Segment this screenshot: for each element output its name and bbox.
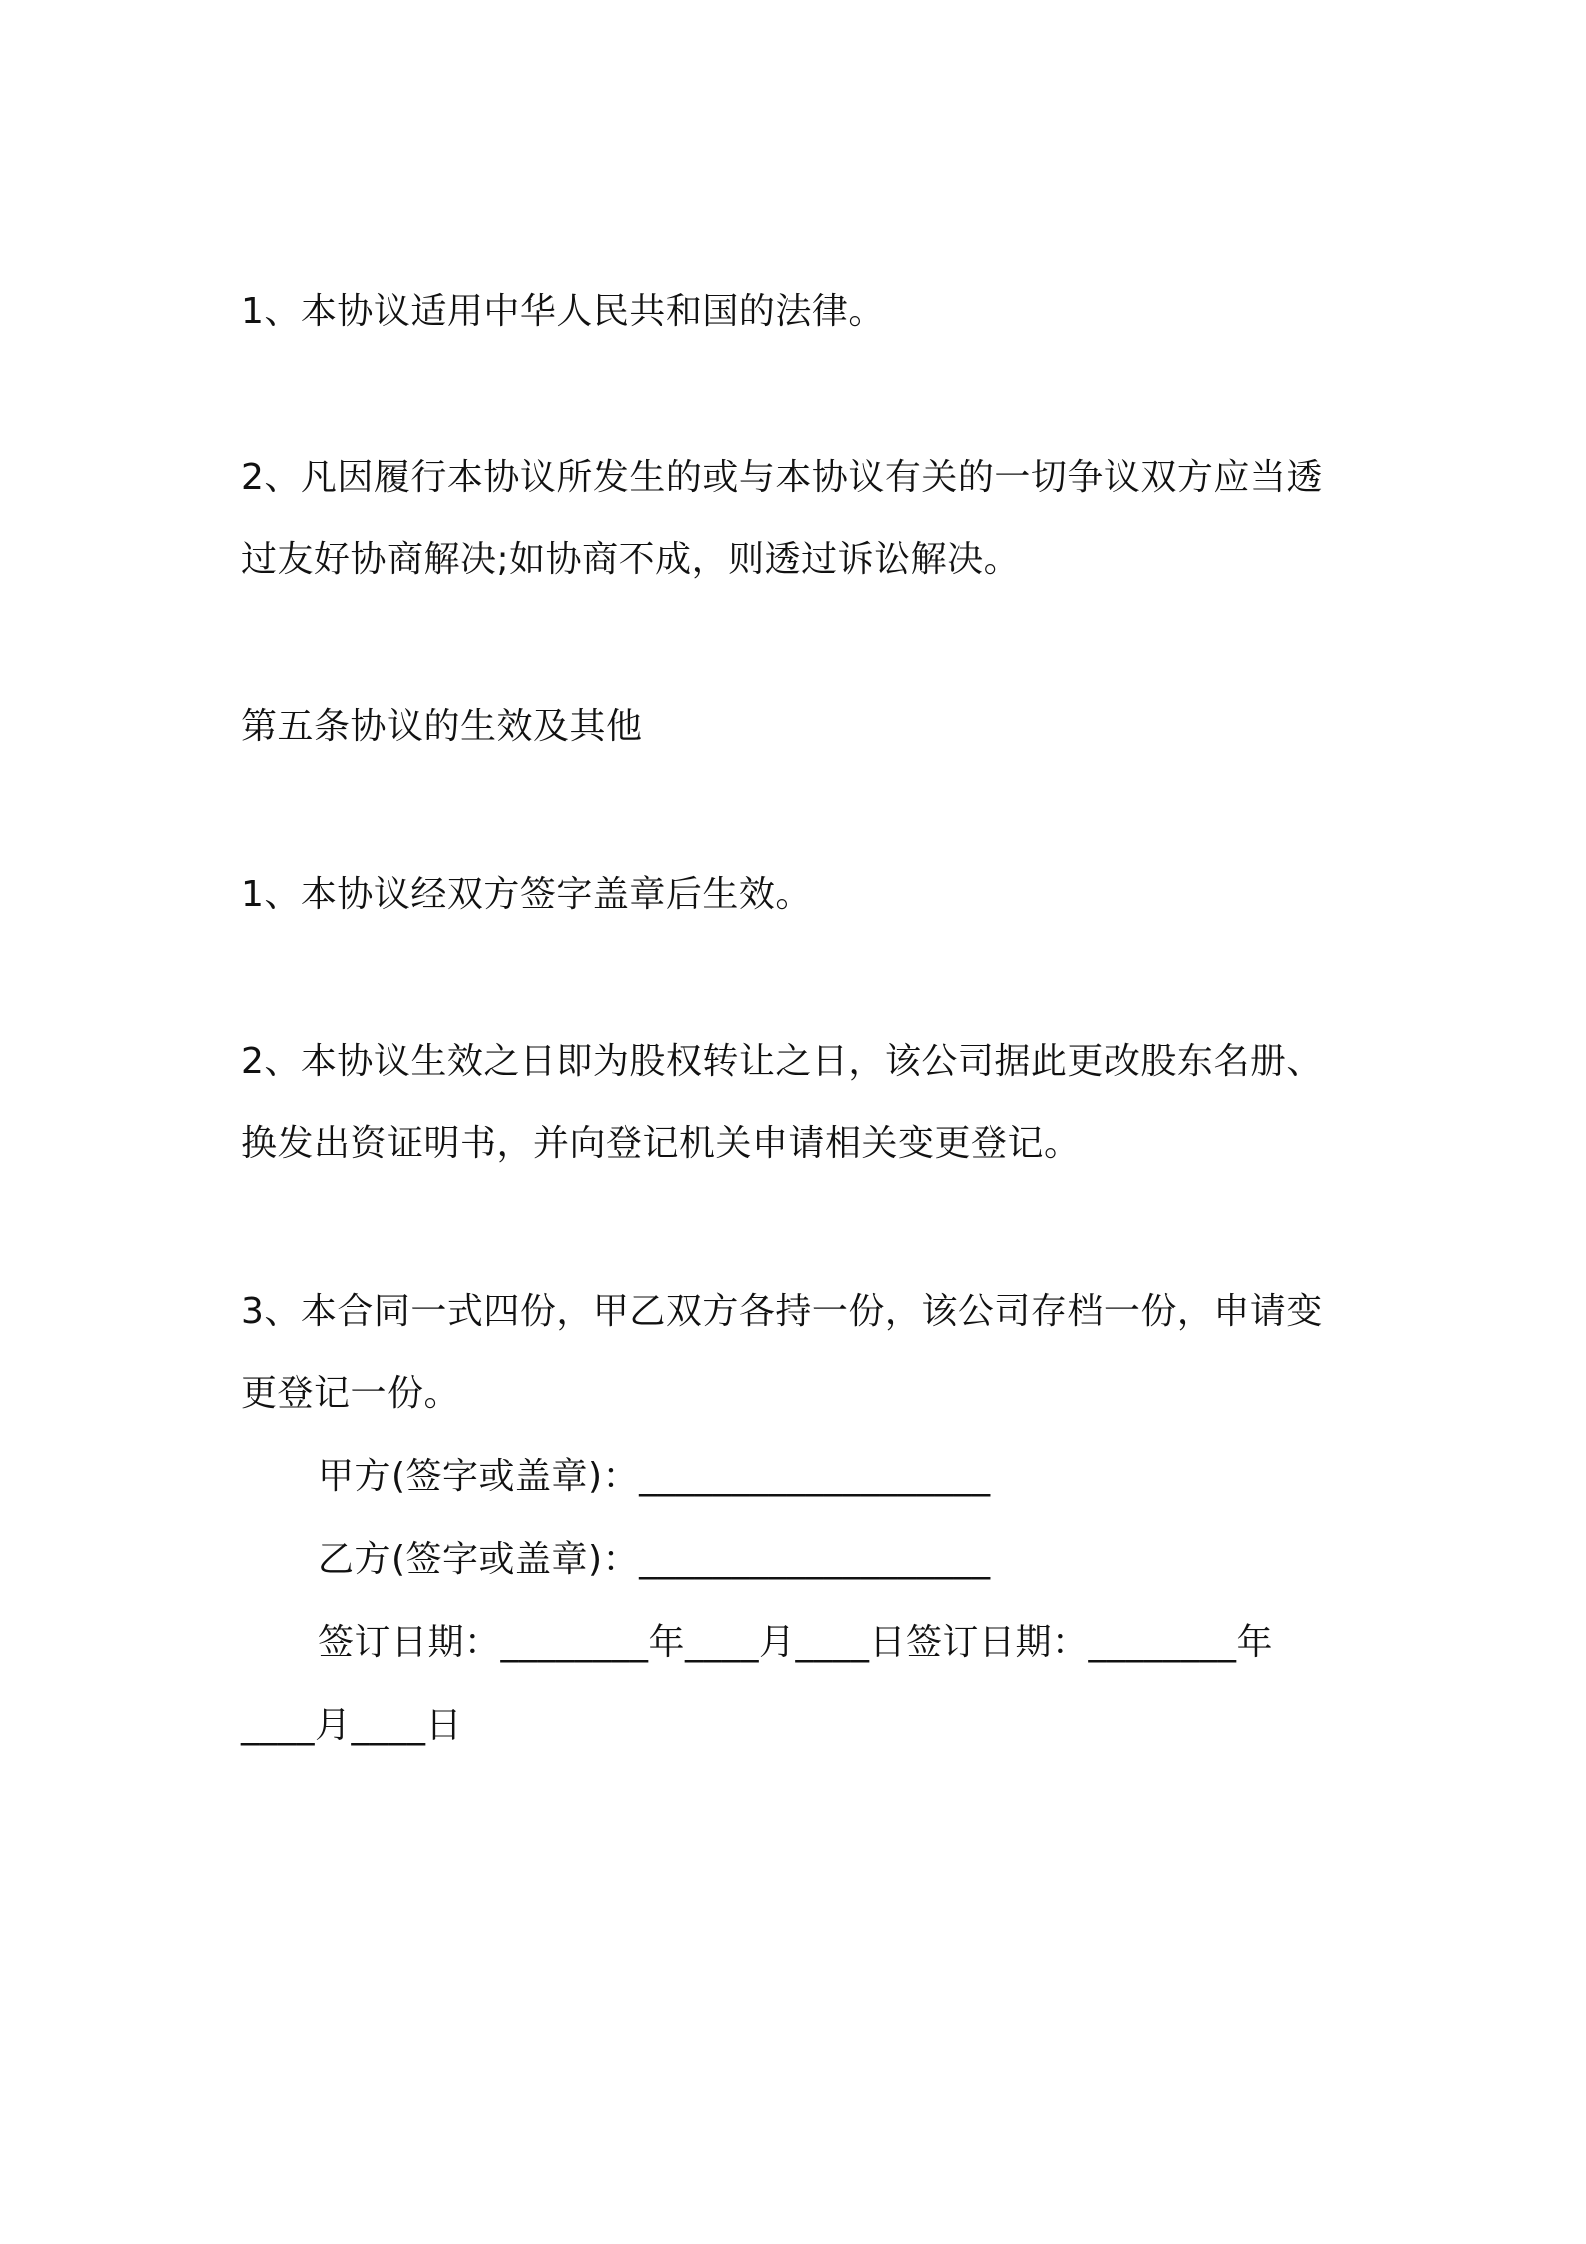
clause-effective: 1、本协议经双方签字盖章后生效。 [241, 874, 812, 915]
clause-2-dispute-line-2: 过友好协商解决;如协商不成，则透过诉讼解决。 [241, 539, 1021, 580]
clause-copies-line-1: 3、本合同一式四份，甲乙双方各持一份，该公司存档一份，申请变 [241, 1291, 1323, 1332]
clause-1-law: 1、本协议适用中华人民共和国的法律。 [241, 291, 885, 332]
clause-transfer-date-line-1: 2、本协议生效之日即为股权转让之日，该公司据此更改股东名册、 [241, 1041, 1323, 1082]
party-a-signature-line: 甲方(签字或盖章)：___________________ [318, 1456, 991, 1497]
section-heading-article-5: 第五条协议的生效及其他 [241, 706, 643, 747]
party-b-signature-line: 乙方(签字或盖章)：___________________ [318, 1539, 991, 1580]
signing-date-line-1: 签订日期：________年____月____日签订日期：________年 [318, 1622, 1274, 1663]
clause-copies-line-2: 更登记一份。 [241, 1373, 461, 1414]
clause-transfer-date-line-2: 换发出资证明书，并向登记机关申请相关变更登记。 [241, 1123, 1081, 1164]
clause-2-dispute-line-1: 2、凡因履行本协议所发生的或与本协议有关的一切争议双方应当透 [241, 457, 1323, 498]
signing-date-line-2: ____月____日 [241, 1705, 463, 1746]
